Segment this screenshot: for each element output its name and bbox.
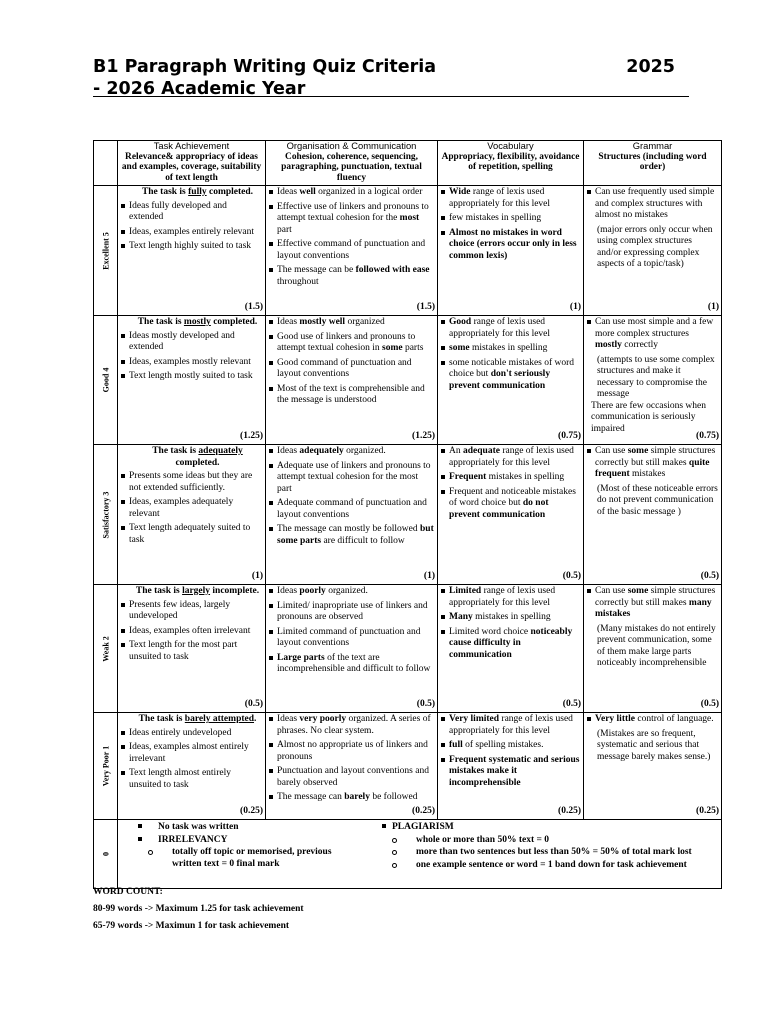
organisation-cell: [266, 186, 438, 316]
vocabulary-cell: [438, 316, 584, 445]
criteria-list: [441, 187, 580, 262]
band-label: Satisfactory 3: [100, 491, 110, 538]
criteria-item: Many mistakes in spelling: [441, 612, 580, 624]
criteria-list: [441, 446, 580, 521]
band-label-cell: [94, 186, 118, 316]
criteria-note: There are few occasions when communication is seriously impaired: [591, 400, 706, 434]
grammar-cell: [584, 186, 722, 316]
title-academic-year: - 2026 Academic Year: [93, 79, 306, 99]
irrelevancy-sub-item: totally off topic or memorised, previous written text = 0 final mark: [136, 847, 356, 870]
task-heading-part: largely: [182, 586, 211, 596]
criteria-list: [587, 586, 718, 621]
criteria-item: Ideas, examples often irrelevant: [121, 626, 262, 638]
band-row: [94, 186, 722, 316]
criteria-item: Very little control of language.: [587, 714, 718, 726]
criteria-item: Ideas fully developed and extended: [121, 201, 262, 224]
criteria-item: Limited/ inapropriate use of linkers and pronouns are observed: [269, 601, 434, 624]
header-organisation: Organisation & Communication Cohesion, coherence, sequencing, paragraphing, punctuation, textual fluency: [266, 141, 438, 186]
score-label: (1): [707, 301, 719, 312]
criteria-item: Almost no appropriate us of linkers and pronouns: [269, 740, 434, 763]
band-label-cell: [94, 713, 118, 820]
score-label: (0.5): [700, 570, 719, 581]
header-task-achievement: Task Achievement Relevance& appropriacy of ideas and examples, coverage, suitability of text length: [118, 141, 266, 186]
criteria-item: Punctuation and layout conventions and barely observed: [269, 766, 434, 789]
task-heading: [121, 586, 262, 598]
vocabulary-cell: [438, 445, 584, 585]
task-achievement-cell: [118, 445, 266, 585]
criteria-note: (attempts to use some complex structures and make it necessary to compromise the message: [597, 354, 715, 399]
plagiarism-sub-item: whole or more than 50% text = 0: [380, 835, 720, 847]
grammar-cell: [584, 316, 722, 445]
criteria-note: (major errors only occur when using complex structures and/or expressing complex aspects of a topic/task): [597, 224, 713, 269]
band-label-cell: [94, 445, 118, 585]
score-label: (0.75): [558, 430, 581, 441]
criteria-item: Text length adequately suited to task: [121, 523, 262, 546]
zero-right-column: [380, 822, 720, 872]
criteria-list: [587, 714, 718, 726]
criteria-item: Ideas, examples entirely relevant: [121, 227, 262, 239]
vocabulary-cell: [438, 713, 584, 820]
zero-band-cell: [118, 820, 722, 889]
criteria-item: Effective use of linkers and pronouns to attempt textual cohesion for the most part: [269, 202, 434, 237]
task-heading: [121, 714, 262, 726]
header-grammar: Grammar Structures (including word order): [584, 141, 722, 186]
criteria-item: Ideas entirely undeveloped: [121, 728, 262, 740]
header-empty-cell: [94, 141, 118, 186]
zero-left-column: [136, 822, 356, 871]
band-row: [94, 713, 722, 820]
criteria-item: Frequent systematic and serious mistakes make it incomprehensible: [441, 755, 580, 790]
criteria-item: some noticable mistakes of word choice but don't seriously prevent communication: [441, 358, 580, 393]
criteria-item: The message can be followed with ease throughout: [269, 265, 434, 288]
score-label: (0.5): [562, 698, 581, 709]
score-label: (1.5): [416, 301, 435, 312]
task-heading: [121, 446, 262, 469]
criteria-item: Presents some ideas but they are not extended sufficiently.: [121, 471, 262, 494]
irrelevancy-item: IRRELEVANCY: [136, 835, 356, 847]
score-label: (0.5): [244, 698, 263, 709]
criteria-list: [269, 446, 434, 547]
plagiarism-item: PLAGIARISM: [380, 822, 720, 834]
task-achievement-cell: [118, 186, 266, 316]
criteria-list: [269, 714, 434, 804]
band-label-cell: [94, 585, 118, 713]
criteria-item: Can use some simple structures correctly but still makes quite frequent mistakes: [587, 446, 718, 481]
score-label: (0.5): [416, 698, 435, 709]
criteria-list: [269, 317, 434, 407]
score-label: (0.5): [562, 570, 581, 581]
criteria-item: Adequate use of linkers and pronouns to attempt textual cohesion for the most part: [269, 461, 434, 496]
criteria-item: Can use most simple and a few more complex structures mostly correctly: [587, 317, 718, 352]
criteria-item: few mistakes in spelling: [441, 213, 580, 225]
word-count-line: 65-79 words -> Maximun 1 for task achievement: [93, 921, 290, 931]
word-count-heading: WORD COUNT:: [93, 887, 163, 897]
grammar-cell: [584, 445, 722, 585]
score-label: (0.75): [696, 430, 719, 441]
title-text: B1 Paragraph Writing Quiz Criteria: [93, 57, 437, 77]
band-label: Weak 2: [100, 635, 110, 662]
criteria-item: Effective command of punctuation and layout conventions: [269, 239, 434, 262]
task-heading-part: fully: [188, 187, 207, 197]
task-heading-part: The task is: [137, 317, 184, 327]
score-label: (1): [569, 301, 581, 312]
grammar-cell: [584, 585, 722, 713]
criteria-item: The message can mostly be followed but some parts are difficult to follow: [269, 524, 434, 547]
criteria-item: Almost no mistakes in word choice (errors occur only in less common lexis): [441, 228, 580, 263]
criteria-item: some mistakes in spelling: [441, 343, 580, 355]
task-heading: [121, 317, 262, 329]
criteria-item: Ideas poorly organized.: [269, 586, 434, 598]
task-achievement-cell: [118, 713, 266, 820]
criteria-note: (Many mistakes do not entirely prevent communication, some of them make large parts noticeably incomprehensible: [597, 623, 716, 668]
criteria-item: Ideas adequately organized.: [269, 446, 434, 458]
criteria-item: Text length almost entirely unsuited to task: [121, 768, 262, 791]
criteria-item: Very limited range of lexis used appropriately for this level: [441, 714, 580, 737]
criteria-list: [121, 201, 262, 253]
organisation-cell: [266, 713, 438, 820]
document-title: [93, 56, 689, 97]
criteria-list: [121, 600, 262, 664]
criteria-item: An adequate range of lexis used appropriately for this level: [441, 446, 580, 469]
criteria-list: [121, 471, 262, 546]
criteria-item: full of spelling mistakes.: [441, 740, 580, 752]
criteria-note: (Mistakes are so frequent, systematic and serious that message barely makes sense.): [597, 728, 711, 762]
score-label: (0.25): [412, 805, 435, 816]
criteria-item: Frequent and noticeable mistakes of word choice but do not prevent communication: [441, 487, 580, 522]
criteria-item: Text length highly suited to task: [121, 241, 262, 253]
task-heading-part: The task is: [138, 714, 185, 724]
criteria-item: Limited word choice noticeably cause difficulty in communication: [441, 627, 580, 662]
score-label: (0.5): [700, 698, 719, 709]
criteria-list: [269, 187, 434, 288]
task-heading-part: The task is: [141, 187, 189, 197]
score-label: (0.25): [240, 805, 263, 816]
band-label: Excellent 5: [100, 231, 110, 270]
criteria-item: Ideas, examples adequately relevant: [121, 497, 262, 520]
criteria-item: Most of the text is comprehensible and the message is understood: [269, 384, 434, 407]
criteria-item: Large parts of the text are incomprehensible and difficult to follow: [269, 653, 434, 676]
band-label: Good 4: [100, 367, 110, 393]
task-heading-part: incomplete.: [210, 586, 260, 596]
title-year: 2025: [626, 57, 675, 77]
organisation-cell: [266, 316, 438, 445]
organisation-cell: [266, 585, 438, 713]
criteria-item: Limited command of punctuation and layout conventions: [269, 627, 434, 650]
criteria-item: Ideas, examples mostly relevant: [121, 357, 262, 369]
band-row: [94, 585, 722, 713]
score-label: (1.25): [240, 430, 263, 441]
word-count-line: 80-99 words -> Maximum 1.25 for task achievement: [93, 904, 304, 914]
criteria-item: Adequate command of punctuation and layout conventions: [269, 498, 434, 521]
no-task-item: No task was written: [136, 822, 356, 834]
task-achievement-cell: [118, 316, 266, 445]
organisation-cell: [266, 445, 438, 585]
criteria-item: Text length mostly suited to task: [121, 371, 262, 383]
score-label: (1.5): [244, 301, 263, 312]
band-row: [94, 445, 722, 585]
criteria-item: Good range of lexis used appropriately for this level: [441, 317, 580, 340]
vocabulary-cell: [438, 186, 584, 316]
score-label: (1): [251, 570, 263, 581]
task-heading-part: barely attempted: [184, 714, 255, 724]
header-vocabulary: Vocabulary Appropriacy, flexibility, avoidance of repetition, spelling: [438, 141, 584, 186]
criteria-list: [587, 317, 718, 352]
criteria-note: (Most of these noticeable errors do not prevent communication of the basic message ): [597, 483, 718, 517]
task-heading-part: The task is: [152, 446, 199, 456]
criteria-item: Frequent mistakes in spelling: [441, 472, 580, 484]
task-heading-part: completed.: [210, 317, 258, 327]
criteria-list: [441, 714, 580, 789]
band-label-cell: [94, 316, 118, 445]
vocabulary-cell: [438, 585, 584, 713]
score-label: (0.25): [558, 805, 581, 816]
criteria-item: Ideas well organized in a logical order: [269, 187, 434, 199]
criteria-list: [121, 728, 262, 792]
grammar-cell: [584, 713, 722, 820]
criteria-item: Ideas very poorly organized. A series of phrases. No clear system.: [269, 714, 434, 737]
task-heading-part: completed.: [206, 187, 254, 197]
score-label: (1): [423, 570, 435, 581]
rubric-table: [93, 140, 722, 889]
band-label-zero: 0: [94, 820, 118, 889]
criteria-item: Limited range of lexis used appropriately for this level: [441, 586, 580, 609]
task-heading: [121, 187, 262, 199]
criteria-item: Wide range of lexis used appropriately for this level: [441, 187, 580, 210]
criteria-list: [587, 446, 718, 481]
criteria-item: The message can barely be followed: [269, 792, 434, 804]
band-label: Very Poor 1: [100, 745, 110, 787]
score-label: (1.25): [412, 430, 435, 441]
band-row: [94, 316, 722, 445]
task-heading-part: mostly: [183, 317, 211, 327]
plagiarism-sub-item: one example sentence or word = 1 band down for task achievement: [380, 860, 720, 872]
criteria-item: Text length for the most part unsuited to task: [121, 640, 262, 663]
task-achievement-cell: [118, 585, 266, 713]
criteria-item: Presents few ideas, largely undeveloped: [121, 600, 262, 623]
criteria-list: [441, 586, 580, 661]
task-heading-part: The task is: [135, 586, 183, 596]
criteria-list: [441, 317, 580, 392]
criteria-item: Ideas mostly developed and extended: [121, 331, 262, 354]
task-heading-part: .: [254, 714, 257, 724]
criteria-item: Can use frequently used simple and complex structures with almost no mistakes: [587, 187, 718, 222]
score-label: (0.25): [696, 805, 719, 816]
criteria-item: Ideas, examples almost entirely irrelevant: [121, 742, 262, 765]
criteria-list: [587, 187, 718, 222]
criteria-item: Good use of linkers and pronouns to attempt textual cohesion in some parts: [269, 332, 434, 355]
task-heading-part: completed.: [175, 457, 220, 468]
criteria-item: Good command of punctuation and layout conventions: [269, 358, 434, 381]
criteria-item: Ideas mostly well organized: [269, 317, 434, 329]
criteria-list: [121, 331, 262, 383]
criteria-item: Can use some simple structures correctly but still makes many mistakes: [587, 586, 718, 621]
criteria-list: [269, 586, 434, 676]
plagiarism-sub-item: more than two sentences but less than 50% = 50% of total mark lost: [380, 847, 720, 859]
task-heading-part: adequately: [198, 446, 243, 456]
